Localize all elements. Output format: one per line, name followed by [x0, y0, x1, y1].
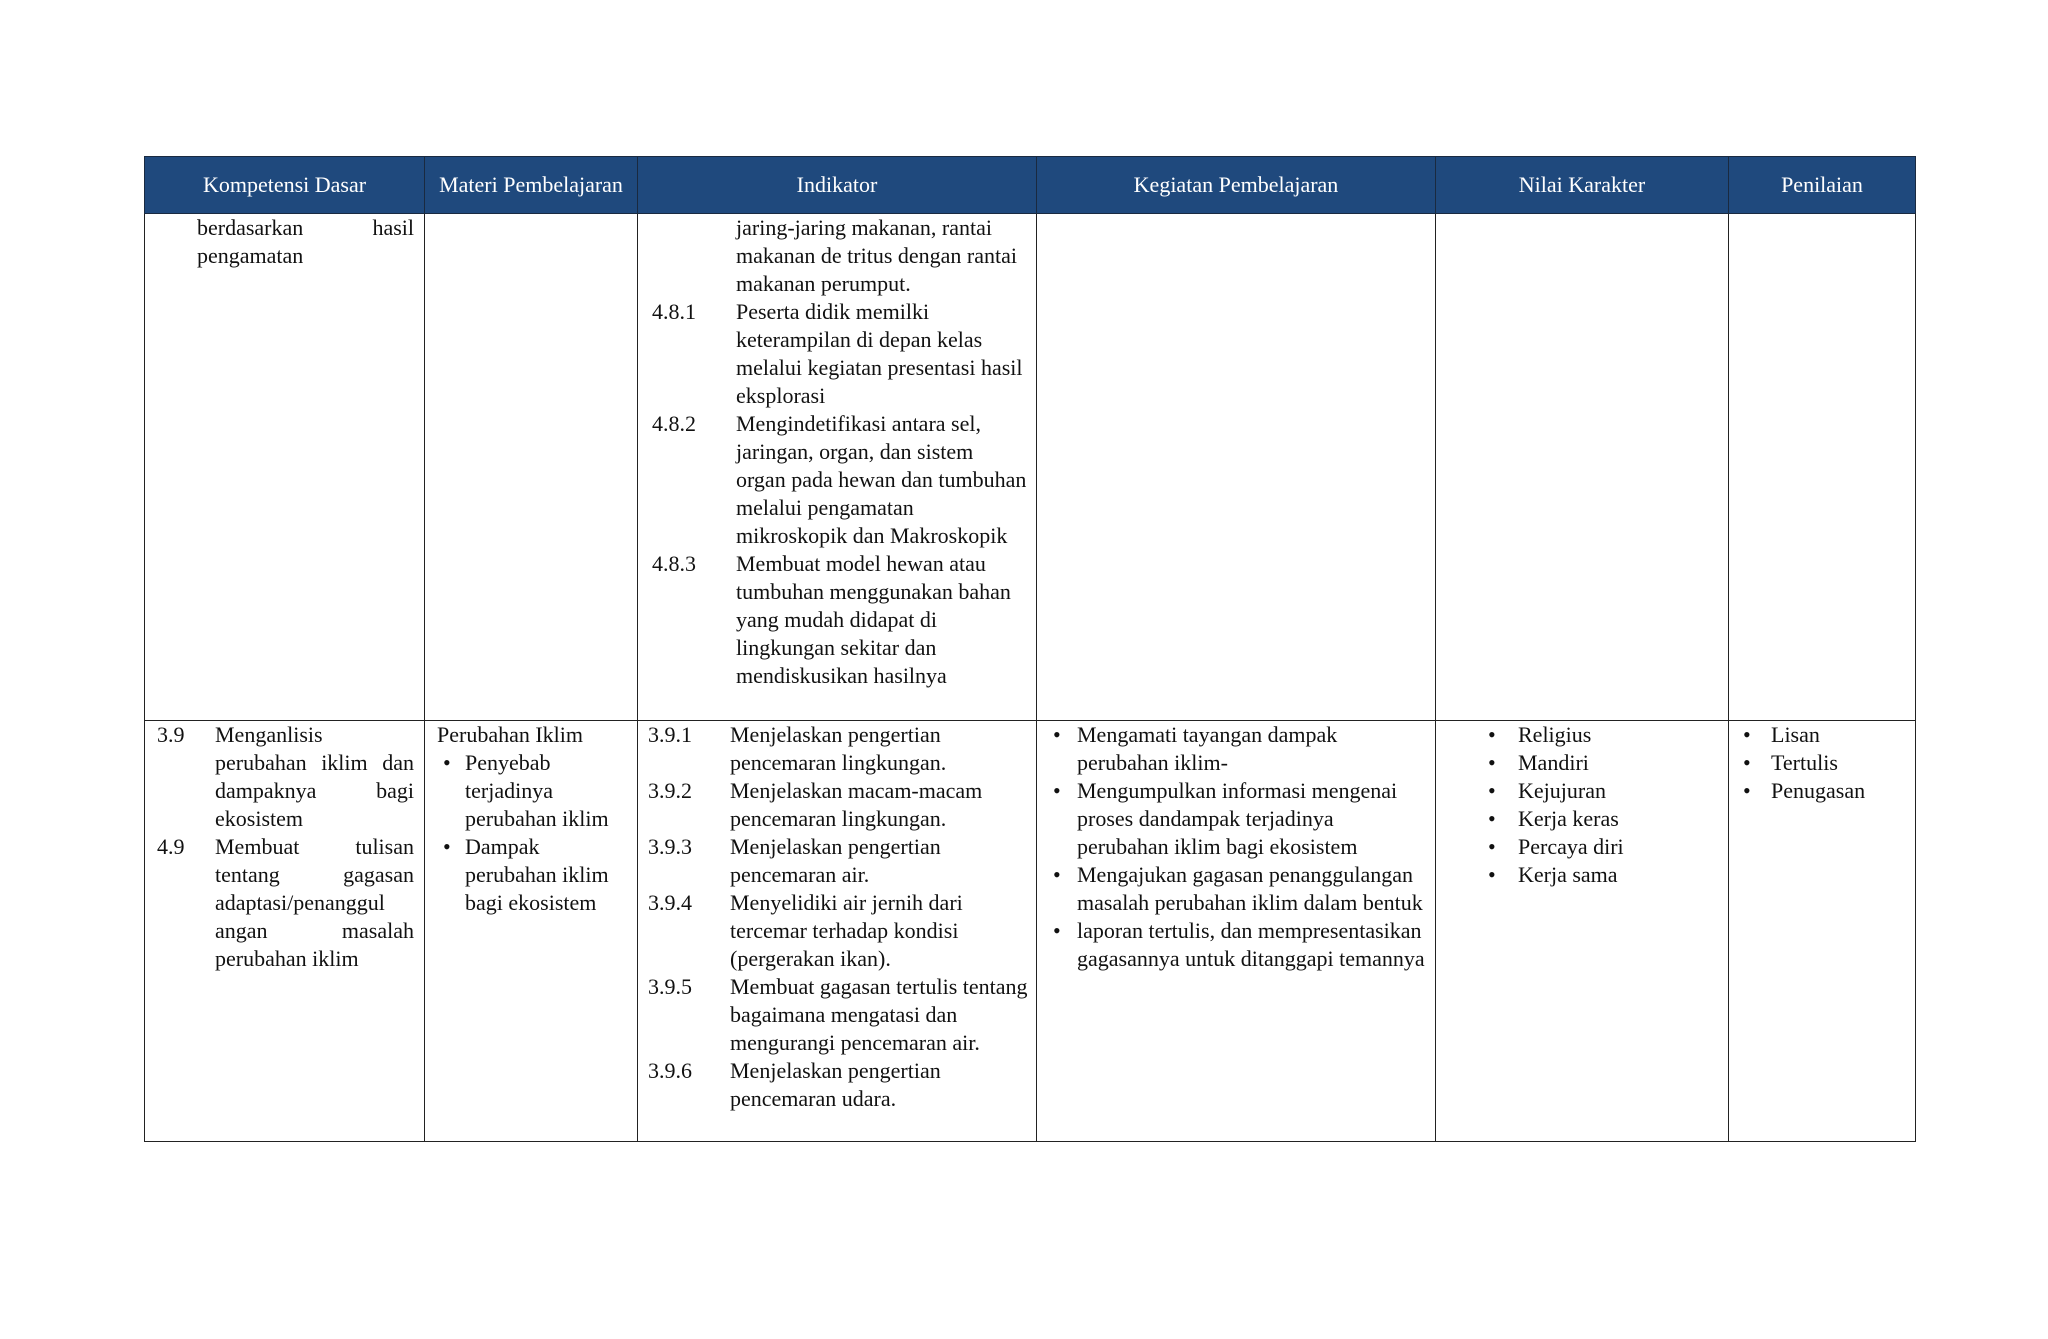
kegiatan-cell: [1037, 721, 1436, 1142]
nilai-item: • Kejujuran: [1480, 777, 1720, 805]
indikator-continuation: jaring-jaring makanan, rantai makanan de tritus dengan rantai makanan perumput.: [736, 215, 1018, 296]
indikator-text: Menjelaskan pengertian pencemaran lingkungan.: [730, 722, 947, 775]
kd-number: 4.9: [157, 834, 185, 859]
indikator-item: [652, 550, 1028, 690]
kegiatan-item: • laporan tertulis, dan mempresentasikan gagasannya untuk ditanggapi temannya: [1047, 917, 1427, 973]
kd-number: 3.9: [157, 722, 185, 747]
indikator-number: 4.8.2: [652, 411, 696, 436]
table-row: [145, 721, 1916, 1142]
nilai-item: • Percaya diri: [1480, 833, 1720, 861]
indikator-text: Menyelidiki air jernih dari tercemar terhadap kondisi (pergerakan ikan).: [730, 890, 963, 971]
header-indikator: Indikator: [638, 157, 1037, 214]
nilai-cell: [1436, 214, 1729, 721]
header-materi-pembelajaran: Materi Pembelajaran: [425, 157, 638, 214]
indikator-cell: [638, 721, 1037, 1142]
indikator-text: Peserta didik memilki keterampilan di depan kelas melalui kegiatan presentasi hasil eksplorasi: [736, 299, 1023, 408]
indikator-number: 4.8.3: [652, 551, 696, 576]
penilaian-cell: [1729, 214, 1916, 721]
indikator-text: Mengindetifikasi antara sel, jaringan, organ, dan sistem organ pada hewan dan tumbuhan melalui pengamatan mikroskopik dan Makroskopik: [736, 411, 1027, 548]
indikator-item: [652, 410, 1028, 550]
kd-text: Membuat tulisan tentang gagasan adaptasi/penanggul angan masalah perubahan iklim: [215, 834, 414, 971]
kd-item: [157, 721, 414, 833]
kd-cell: [145, 721, 425, 1142]
materi-title: Perubahan Iklim: [437, 722, 584, 747]
indikator-item: [648, 973, 1028, 1057]
indikator-text: Menjelaskan pengertian pencemaran udara.: [730, 1058, 941, 1111]
indikator-text: Membuat gagasan tertulis tentang bagaimana mengatasi dan mengurangi pencemaran air.: [730, 974, 1028, 1055]
materi-item: • Dampak perubahan iklim bagi ekosistem: [437, 833, 627, 917]
nilai-item: • Mandiri: [1480, 749, 1720, 777]
indikator-item: [648, 1057, 1028, 1113]
penilaian-item: • Lisan: [1737, 721, 1907, 749]
indikator-item: [648, 833, 1028, 889]
kd-cell: [145, 214, 425, 721]
kegiatan-item: • Mengumpulkan informasi mengenai proses dandampak terjadinya perubahan iklim bagi ekosistem: [1047, 777, 1427, 861]
kd-continuation: berdasarkan hasil pengamatan: [197, 215, 414, 268]
indikator-item: [648, 889, 1028, 973]
indikator-number: 3.9.4: [648, 890, 692, 915]
materi-cell: [425, 214, 638, 721]
syllabus-table: [144, 156, 1916, 1142]
indikator-number: 3.9.6: [648, 1058, 692, 1083]
nilai-item: • Kerja sama: [1480, 861, 1720, 889]
nilai-cell: [1436, 721, 1729, 1142]
indikator-item: [652, 298, 1028, 410]
nilai-item: • Kerja keras: [1480, 805, 1720, 833]
penilaian-item: • Penugasan: [1737, 777, 1907, 805]
indikator-text: Menjelaskan pengertian pencemaran air.: [730, 834, 941, 887]
header-row: [145, 157, 1916, 214]
nilai-item: • Religius: [1480, 721, 1720, 749]
indikator-number: 3.9.5: [648, 974, 692, 999]
indikator-number: 3.9.1: [648, 722, 692, 747]
header-nilai-karakter: Nilai Karakter: [1436, 157, 1729, 214]
kegiatan-cell: [1037, 214, 1436, 721]
materi-cell: [425, 721, 638, 1142]
header-kegiatan-pembelajaran: Kegiatan Pembelajaran: [1037, 157, 1436, 214]
kd-item: [157, 833, 414, 973]
penilaian-cell: [1729, 721, 1916, 1142]
indikator-number: 3.9.2: [648, 778, 692, 803]
table-row: [145, 214, 1916, 721]
materi-item: • Penyebab terjadinya perubahan iklim: [437, 749, 627, 833]
header-penilaian: Penilaian: [1729, 157, 1916, 214]
indikator-cell: [638, 214, 1037, 721]
indikator-item: [648, 721, 1028, 777]
penilaian-item: • Tertulis: [1737, 749, 1907, 777]
kegiatan-item: • Mengajukan gagasan penanggulangan masalah perubahan iklim dalam bentuk: [1047, 861, 1427, 917]
indikator-item: [648, 777, 1028, 833]
indikator-number: 4.8.1: [652, 299, 696, 324]
indikator-text: Menjelaskan macam-macam pencemaran lingkungan.: [730, 778, 983, 831]
kegiatan-item: • Mengamati tayangan dampak perubahan iklim-: [1047, 721, 1427, 777]
indikator-text: Membuat model hewan atau tumbuhan menggunakan bahan yang mudah didapat di lingkungan sekitar dan mendiskusikan hasilnya: [736, 551, 1011, 688]
header-kompetensi-dasar: Kompetensi Dasar: [145, 157, 425, 214]
indikator-number: 3.9.3: [648, 834, 692, 859]
kd-text: Menganlisis perubahan iklim dan dampaknya bagi ekosistem: [215, 722, 414, 831]
